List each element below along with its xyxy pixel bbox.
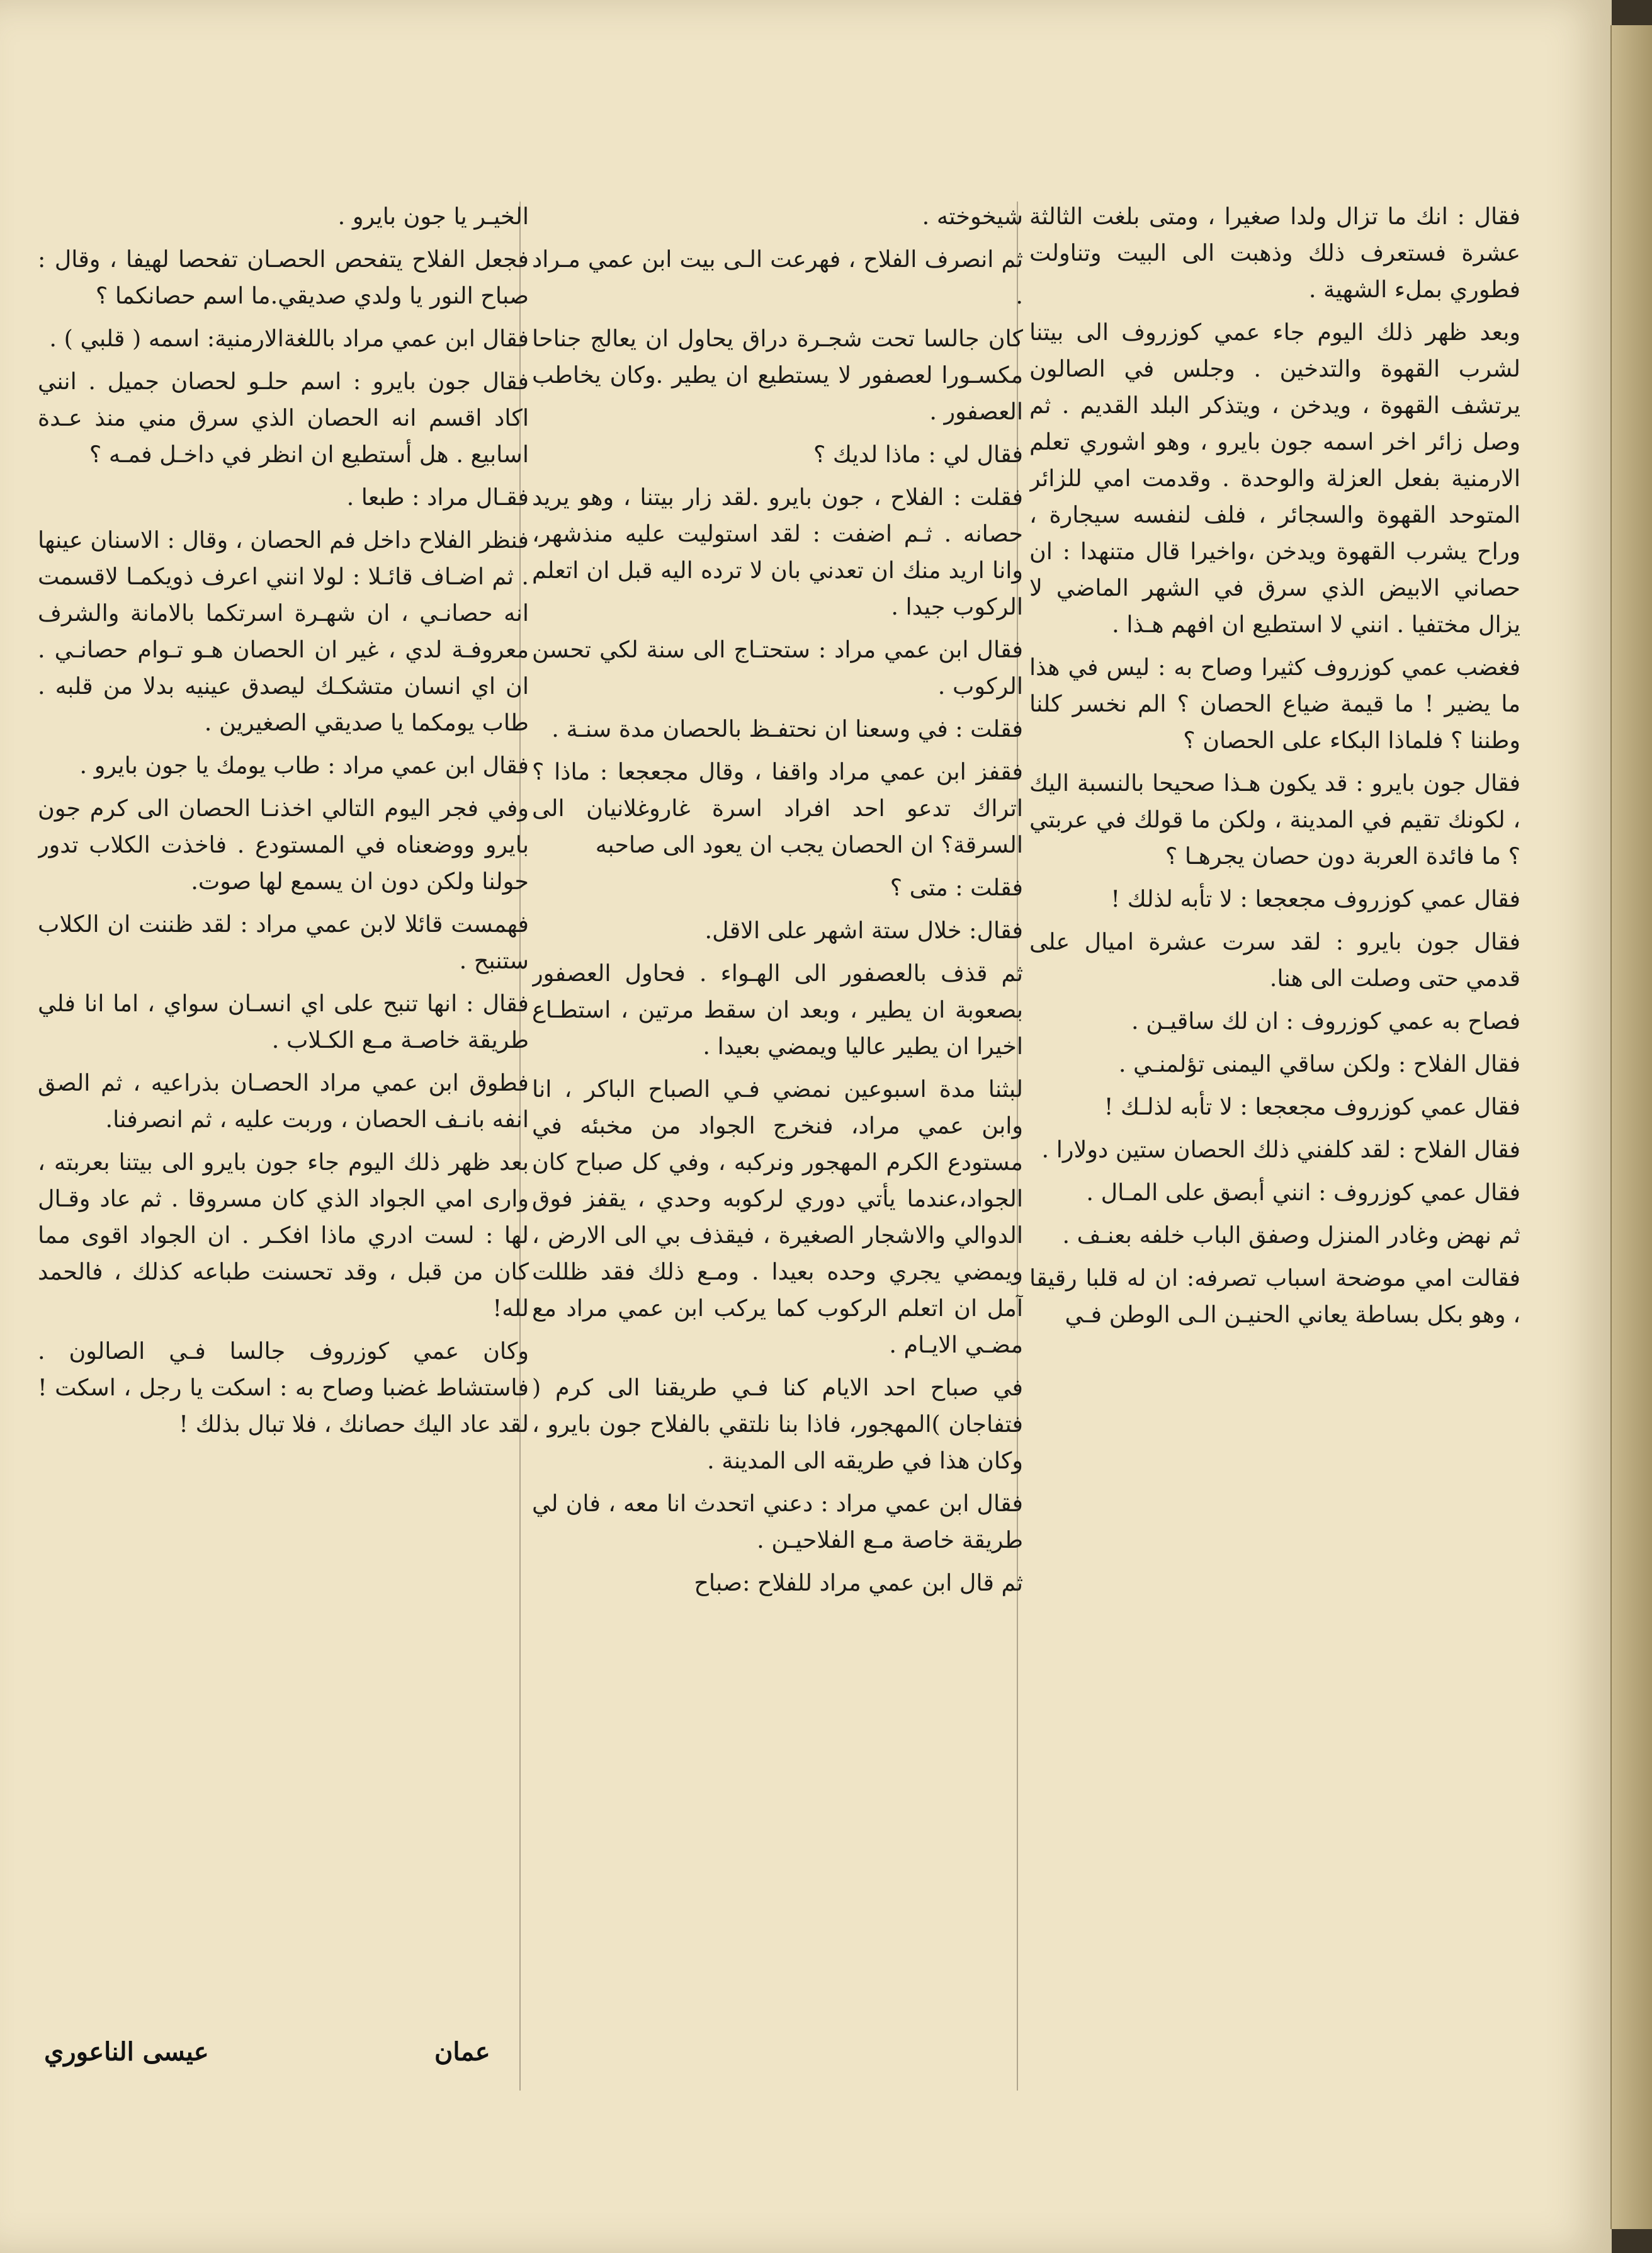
paragraph: فنظر الفلاح داخل فم الحصان ، وقال : الاسنان عينها . ثم اضـاف قائـلا : لولا انني اعرف ذويكمـا لاقسمت انه حصانـي ، ان شهـرة اسرتكما بالامانة والشرف معروفـة لدي ، غير ان الحصان هـو تـوام حصانـي . ان اي انسان متشكـك ليصدق عينيه بدلا من قلبه . طاب يومكما يا صديقي الصغيرين .: [38, 526, 529, 736]
paragraph: فقال جون بايرو : لقد سرت عشرة اميال على قدمي حتى وصلت الى هنا.: [1029, 928, 1520, 992]
paragraph: فقال: خلال ستة اشهر على الاقل.: [704, 917, 1023, 944]
paragraph: فقال عمي كوزروف مجعجعا : لا تأبه لذلك !: [1111, 885, 1520, 912]
paragraph: فقال لي : ماذا لديك ؟: [813, 441, 1023, 468]
paragraph: فقال عمي كوزروف مجعجعا : لا تأبه لذلـك !: [1104, 1093, 1520, 1120]
paragraph: فهمست قائلا لابن عمي مراد : لقد ظننت ان الكلاب ستنبح .: [38, 911, 529, 974]
paragraph: فقال ابن عمي مراد : ستحتـاج الى سنة لكي تحسن الركوب .: [532, 636, 1023, 700]
paragraph: فقلت : الفلاح ، جون بايرو .لقد زار بيتنا ، وهو يريد حصانه . ثـم اضفت : لقد استوليت عليه منذشهر، وانا اريد منك ان تعدني بان لا ترده اليه قبل ان اتعلم الركوب جيدا .: [532, 484, 1023, 620]
paragraph: فقال : انها تنبح على اي انسـان سواي ، اما انا فلي طريقة خاصـة مـع الكـلاب .: [38, 990, 529, 1053]
paragraph: ثم انصرف الفلاح ، فهرعت الـى بيت ابن عمي مـراد .: [532, 246, 1023, 309]
paragraph: فصاح به عمي كوزروف : ان لك ساقيـن .: [1131, 1007, 1520, 1035]
paragraph: فقال ابن عمي مراد باللغةالارمنية: اسمه ( قلبي ) .: [49, 325, 529, 352]
paragraph: شيخوخته .: [922, 203, 1023, 230]
text-column-middle: [532, 198, 1023, 2094]
paragraph: فقال جون بايرو : قد يكون هـذا صحيحا بالنسبة اليك ، لكونك تقيم في المدينة ، ولكن ما قولك في عربتي ؟ ما فائدة العربة دون حصان يجرهـا ؟: [1029, 769, 1520, 870]
paragraph: فطوق ابن عمي مراد الحصـان بذراعيه ، ثم الصق انفه بانـف الحصان ، وربت عليه ، ثم انصرفنا.: [38, 1069, 529, 1133]
page-edge: [1610, 25, 1652, 2229]
paragraph: فقلت : متى ؟: [890, 874, 1023, 901]
paragraph: في صباح احد الايام كنا فـي طريقنا الى كرم ( فتفاجان )المهجور، فاذا بنا نلتقي بالفلاح جون بايرو ، وكان هذا في طريقه الى المدينة .: [532, 1374, 1023, 1474]
paragraph: فقال الفلاح : ولكن ساقي اليمنى تؤلمنـي .: [1118, 1050, 1520, 1077]
paragraph: ثم قذف بالعصفور الى الهـواء . فحاول العصفور بصعوبة ان يطير ، وبعد ان سقط مرتين ، استطـاع اخيرا ان يطير عاليا ويمضي بعيدا .: [532, 960, 1023, 1060]
author-name: عيسى الناعوري: [44, 2037, 209, 2067]
place-name: عمان: [434, 2037, 490, 2067]
paragraph: فقلت : في وسعنا ان نحتفـظ بالحصان مدة سنـة .: [552, 715, 1023, 742]
paragraph: فجعل الفلاح يتفحص الحصـان تفحصا لهيفا ، وقال : صباح النور يا ولدي صديقي.ما اسم حصانكما ؟: [38, 246, 529, 309]
paragraph: فقـال مراد : طبعا .: [346, 484, 529, 511]
paragraph: ثم قال ابن عمي مراد للفلاح :صباح: [694, 1569, 1023, 1596]
paragraph: وفي فجر اليوم التالي اخذنـا الحصان الى كرم جون بايرو ووضعناه في المستودع . فاخذت الكلاب تدور حولنا ولكن دون ان يسمع لها صوت.: [38, 795, 529, 895]
text-column-right: [1029, 198, 1520, 2094]
paragraph: وكان عمي كوزروف جالسا فـي الصالون . فاستشاط غضبا وصاح به : اسكت يا رجل ، اسكت ! لقد عاد اليك حصانك ، فلا تبال بذلك !: [38, 1337, 529, 1438]
paragraph: الخيـر يا جون بايرو .: [337, 203, 529, 230]
paragraph: كان جالسا تحت شجـرة دراق يحاول ان يعالج جناحا مكسـورا لعصفور لا يستطيع ان يطير .وكان يخاطب العصفور .: [532, 325, 1023, 425]
paragraph: فقالت امي موضحة اسباب تصرفه: ان له قلبا رقيقا ، وهو بكل بساطة يعاني الحنيـن الـى الوطن فـي: [1029, 1264, 1520, 1328]
paragraph: فقفز ابن عمي مراد واقفا ، وقال مجعجعا : ماذا ؟ اتراك تدعو احد افراد اسرة غاروغلانيان الى السرقة؟ ان الحصان يجب ان يعود الى صاحبه: [532, 758, 1023, 858]
paragraph: فقال عمي كوزروف : انني أبصق على المـال .: [1086, 1179, 1520, 1206]
paragraph: فقال : انك ما تزال ولدا صغيرا ، ومتى بلغت الثالثة عشرة فستعرف ذلك وذهبت الى البيت وتناولت فطوري بملء الشهية .: [1029, 203, 1520, 303]
paragraph: بعد ظهر ذلك اليوم جاء جون بايرو الى بيتنا بعربته ، وارى امي الجواد الذي كان مسروقا . ثم عاد وقـال لها : لست ادري ماذا افكـر . ان الجواد اقوى مما كان من قبل ، وقد تحسنت طباعه كذلك ، فالحمد لله!: [38, 1149, 529, 1322]
paragraph: وبعد ظهر ذلك اليوم جاء عمي كوزروف الى بيتنا لشرب القهوة والتدخين . وجلس في الصالون يرتشف القهوة ، ويدخن ، ويتذكر البلد القديم . ثم وصل زائر اخر اسمه جون بايرو ، وهو اشوري تعلم الارمنية بفعل العزلة والوحدة . وقدمت امي للزائر المتوحد القهوة والسجائر ، فلف لنفسه سيجارة ، وراح يشرب القهوة ويدخن ،واخيرا قال متنهدا : ان حصاني الابيض الذي سرق في الشهر الماضي لا يزال مختفيا . انني لا استطيع ان افهم هـذا .: [1029, 319, 1520, 638]
paragraph: فقال ابن عمي مراد : دعني اتحدث انا معه ، فان لي طريقة خاصة مـع الفلاحيـن .: [532, 1490, 1023, 1553]
paragraph: فغضب عمي كوزروف كثيرا وصاح به : ليس في هذا ما يضير ! ما قيمة ضياع الحصان ؟ الم نخسر كلنا وطننا ؟ فلماذا البكاء على الحصان ؟: [1029, 654, 1520, 754]
paragraph: فقال جون بايرو : اسم حلـو لحصان جميل . انني اكاد اقسم انه الحصان الذي سرق مني منذ عـدة اسابيع . هل أستطيع ان انظر في داخـل فمـه ؟: [38, 368, 529, 468]
paragraph: فقال الفلاح : لقد كلفني ذلك الحصان ستين دولارا .: [1041, 1136, 1520, 1163]
paragraph: فقال ابن عمي مراد : طاب يومك يا جون بايرو .: [79, 752, 529, 779]
paragraph: لبثنا مدة اسبوعين نمضي فـي الصباح الباكر ، انا وابن عمي مراد، فنخرج الجواد من مخبئه في مستودع الكرم المهجور ونركبه ، وفي كل صباح كان الجواد،عندما يأتي دوري لركوبه وحدي ، يقفز فوق الدوالي والاشجار الصغيرة ، فيقذف بي الى الارض ، ويمضي يجري وحده بعيدا . ومـع ذلك فقد ظللت آمل ان اتعلم الركوب كما يركب ابن عمي مراد مع مضـي الايـام .: [532, 1075, 1023, 1358]
text-column-left: [38, 198, 529, 2094]
paragraph: ثم نهض وغادر المنزل وصفق الباب خلفه بعنـف .: [1062, 1222, 1520, 1249]
